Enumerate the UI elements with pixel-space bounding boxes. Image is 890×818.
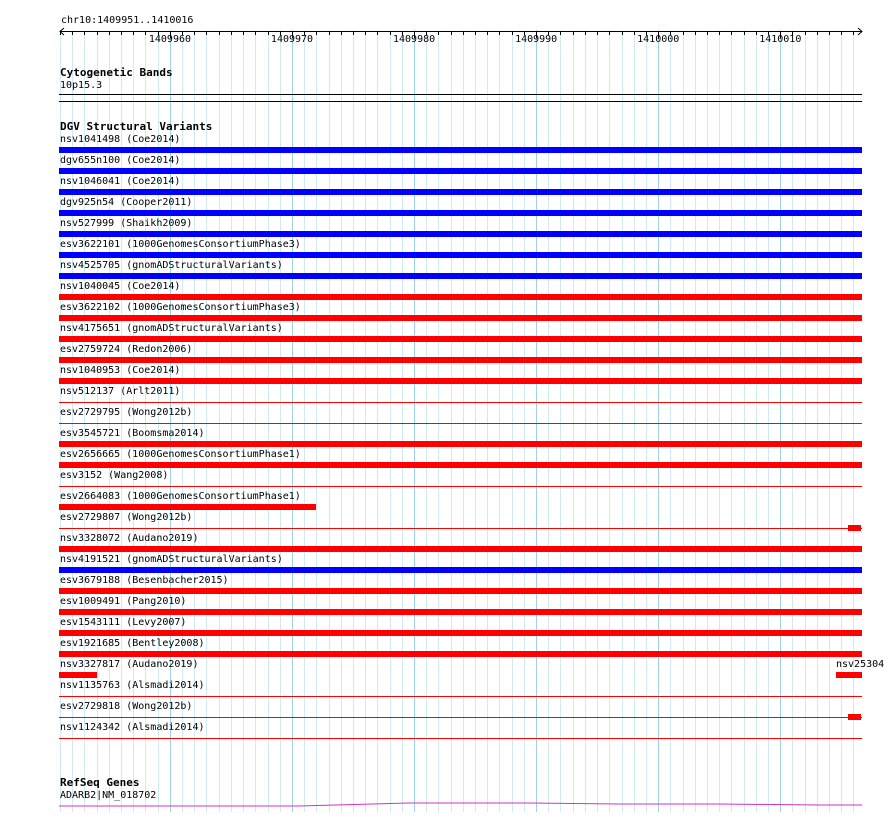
dgv-feature-bar[interactable] xyxy=(59,528,862,529)
dgv-feature-bar[interactable] xyxy=(59,696,862,697)
ruler-tick-label: 1410000 xyxy=(637,34,680,45)
dgv-feature-label-right[interactable]: nsv25304 xyxy=(836,659,885,670)
dgv-feature-bar[interactable] xyxy=(59,315,862,321)
dgv-feature-bar[interactable] xyxy=(59,189,862,195)
ruler-tick-label: 1410010 xyxy=(759,34,802,45)
dgv-feature-bar[interactable] xyxy=(59,738,862,739)
region-label: chr10:1409951..1410016 xyxy=(61,15,194,26)
dgv-feature-label[interactable]: nsv1135763 (Alsmadi2014) xyxy=(60,680,205,691)
refseq-track-title: RefSeq Genes xyxy=(60,776,140,789)
dgv-feature-bar[interactable] xyxy=(59,423,862,424)
dgv-feature-bar[interactable] xyxy=(59,441,862,447)
dgv-feature-bar[interactable] xyxy=(59,462,862,468)
dgv-feature-bar[interactable] xyxy=(59,486,862,487)
dgv-feature-label[interactable]: dgv925n54 (Cooper2011) xyxy=(60,197,193,208)
dgv-feature-label[interactable]: nsv1124342 (Alsmadi2014) xyxy=(60,722,205,733)
dgv-feature-bar[interactable] xyxy=(59,273,862,279)
dgv-feature-label[interactable]: nsv4525705 (gnomADStructuralVariants) xyxy=(60,260,283,271)
dgv-feature-bar[interactable] xyxy=(59,147,862,153)
ruler-tick-label: 1409980 xyxy=(393,34,436,45)
dgv-feature-label[interactable]: esv3622102 (1000GenomesConsortiumPhase3) xyxy=(60,302,301,313)
dgv-feature-bar[interactable] xyxy=(59,546,862,552)
dgv-feature-label[interactable]: esv3152 (Wang2008) xyxy=(60,470,169,481)
dgv-feature-label[interactable]: nsv3327817 (Audano2019) xyxy=(60,659,199,670)
cytoband-line xyxy=(59,94,862,95)
ruler-tick-label: 1409960 xyxy=(148,34,192,45)
dgv-feature-bar[interactable] xyxy=(848,525,861,531)
dgv-feature-label[interactable]: nsv1046041 (Coe2014) xyxy=(60,176,181,187)
dgv-feature-bar[interactable] xyxy=(59,378,862,384)
dgv-feature-label[interactable]: esv1921685 (Bentley2008) xyxy=(60,638,205,649)
dgv-feature-bar[interactable] xyxy=(59,336,862,342)
ruler-tick-label: 1409990 xyxy=(515,34,558,45)
refseq-gene-label[interactable]: ADARB2|NM_018702 xyxy=(60,790,157,801)
dgv-feature-bar[interactable] xyxy=(59,717,862,718)
dgv-feature-label[interactable]: esv3622101 (1000GenomesConsortiumPhase3) xyxy=(60,239,301,250)
dgv-feature-bar[interactable] xyxy=(59,294,862,300)
gene-model-line[interactable] xyxy=(59,803,862,806)
dgv-feature-label[interactable]: esv2729807 (Wong2012b) xyxy=(60,512,193,523)
dgv-feature-bar[interactable] xyxy=(59,210,862,216)
dgv-feature-bar[interactable] xyxy=(59,630,862,636)
cytoband-label: 10p15.3 xyxy=(60,80,103,91)
dgv-feature-label[interactable]: esv3679188 (Besenbacher2015) xyxy=(60,575,229,586)
dgv-feature-bar[interactable] xyxy=(59,672,97,678)
dgv-feature-bar[interactable] xyxy=(59,651,862,657)
cytobands-track-title: Cytogenetic Bands xyxy=(60,66,173,79)
dgv-feature-label[interactable]: nsv4191521 (gnomADStructuralVariants) xyxy=(60,554,283,565)
dgv-feature-label[interactable]: esv2759724 (Redon2006) xyxy=(60,344,193,355)
track-separator xyxy=(59,101,862,102)
dgv-feature-bar[interactable] xyxy=(59,168,862,174)
ruler xyxy=(0,24,890,48)
dgv-track-title: DGV Structural Variants xyxy=(60,120,213,133)
dgv-feature-label[interactable]: esv2656665 (1000GenomesConsortiumPhase1) xyxy=(60,449,301,460)
dgv-feature-label[interactable]: nsv1040953 (Coe2014) xyxy=(60,365,181,376)
dgv-feature-bar[interactable] xyxy=(59,588,862,594)
dgv-feature-bar[interactable] xyxy=(59,402,862,403)
dgv-feature-bar[interactable] xyxy=(59,504,316,510)
dgv-feature-label[interactable]: nsv1041498 (Coe2014) xyxy=(60,134,181,145)
dgv-feature-label[interactable]: esv1543111 (Levy2007) xyxy=(60,617,187,628)
dgv-feature-label[interactable]: nsv512137 (Arlt2011) xyxy=(60,386,181,397)
dgv-feature-bar[interactable] xyxy=(848,714,861,720)
dgv-feature-label[interactable]: dgv655n100 (Coe2014) xyxy=(60,155,181,166)
dgv-feature-label[interactable]: nsv1040045 (Coe2014) xyxy=(60,281,181,292)
dgv-feature-label[interactable]: nsv527999 (Shaikh2009) xyxy=(60,218,193,229)
dgv-feature-label[interactable]: esv2729818 (Wong2012b) xyxy=(60,701,193,712)
dgv-feature-label[interactable]: esv2729795 (Wong2012b) xyxy=(60,407,193,418)
dgv-feature-label[interactable]: nsv4175651 (gnomADStructuralVariants) xyxy=(60,323,283,334)
dgv-feature-bar[interactable] xyxy=(59,231,862,237)
dgv-feature-label[interactable]: esv3545721 (Boomsma2014) xyxy=(60,428,205,439)
dgv-feature-bar[interactable] xyxy=(836,672,862,678)
dgv-feature-label[interactable]: esv1009491 (Pang2010) xyxy=(60,596,187,607)
dgv-feature-bar[interactable] xyxy=(59,357,862,363)
dgv-feature-label[interactable]: esv2664083 (1000GenomesConsortiumPhase1) xyxy=(60,491,301,502)
dgv-feature-bar[interactable] xyxy=(59,567,862,573)
dgv-feature-bar[interactable] xyxy=(59,252,862,258)
dgv-feature-bar[interactable] xyxy=(59,609,862,615)
ruler-tick-label: 1409970 xyxy=(270,34,314,45)
dgv-feature-label[interactable]: nsv3328072 (Audano2019) xyxy=(60,533,199,544)
refseq-gene-glyph[interactable] xyxy=(59,799,863,809)
